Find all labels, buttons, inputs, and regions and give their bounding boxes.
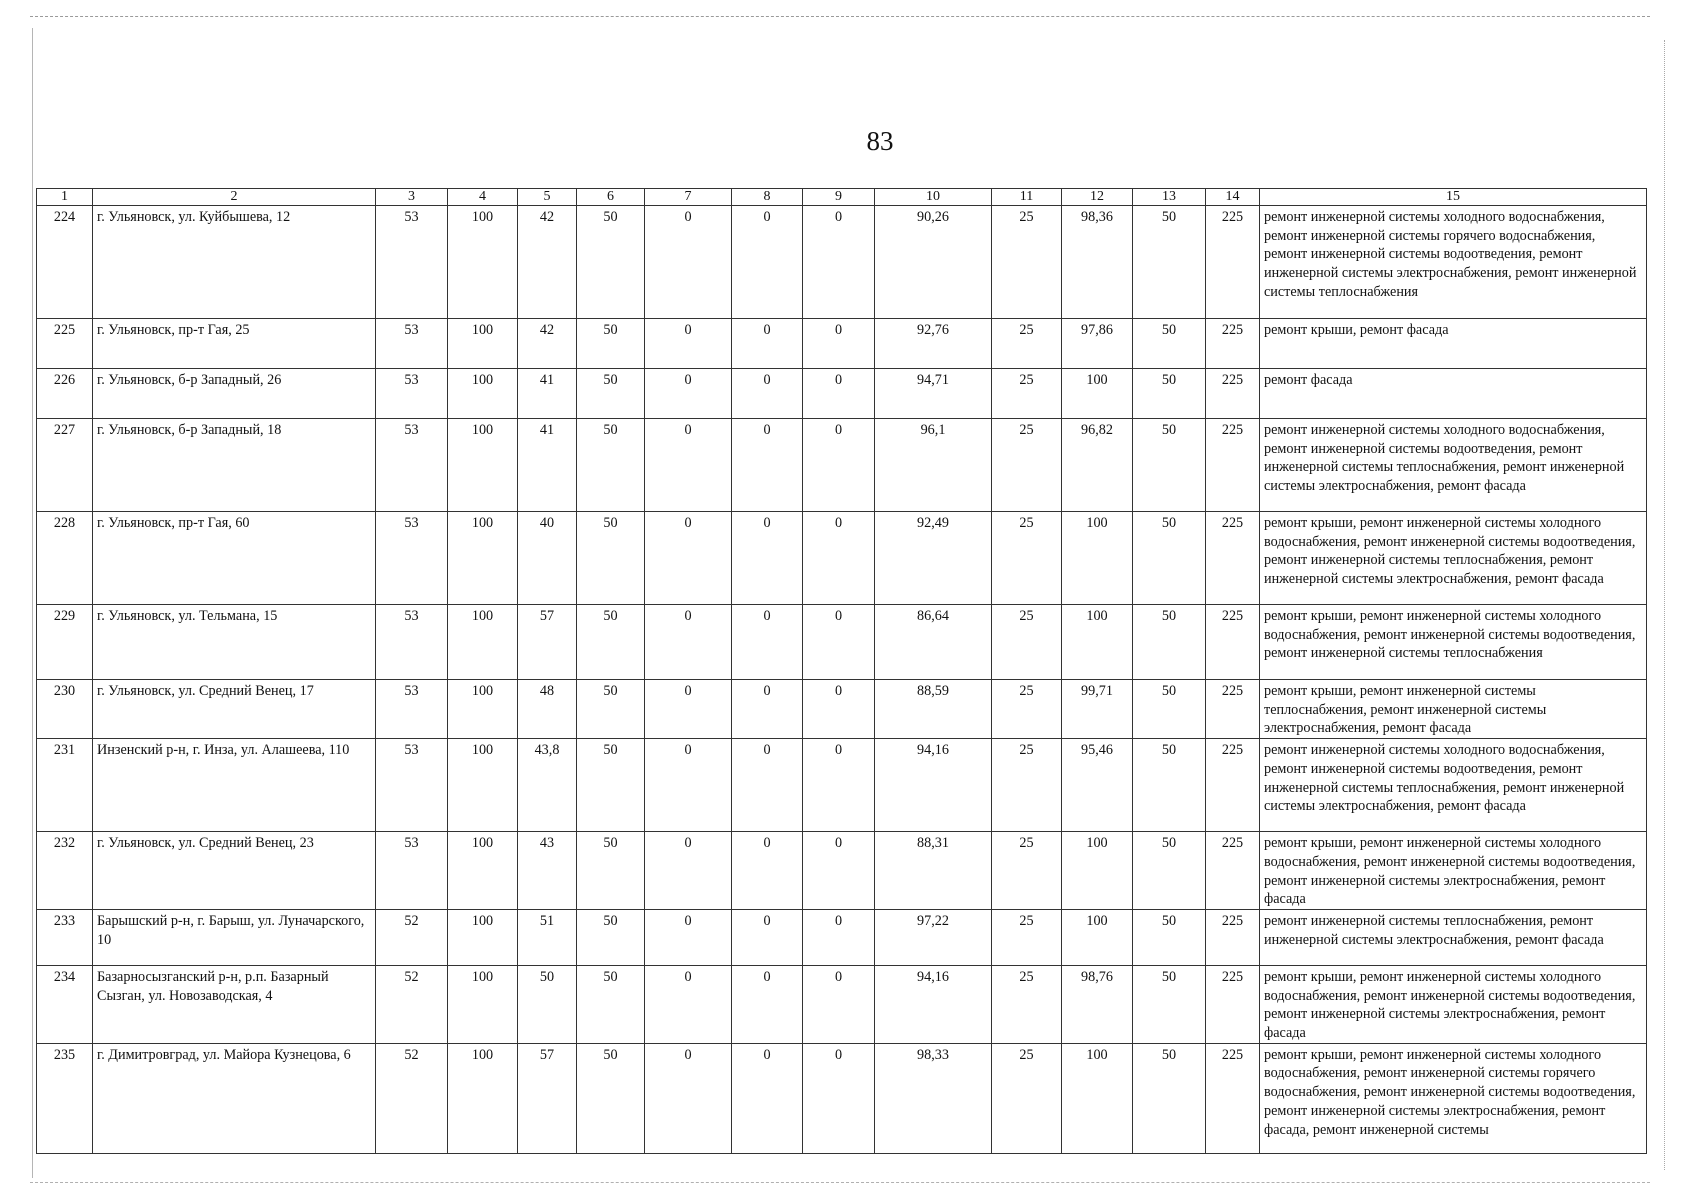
- row-number: 234: [37, 965, 93, 1043]
- column-header: 12: [1062, 189, 1133, 206]
- col12-value: 100: [1062, 832, 1133, 910]
- row-number: 230: [37, 680, 93, 739]
- table-row: [37, 206, 1647, 319]
- col4-value: 100: [448, 419, 518, 512]
- col11-value: 25: [992, 319, 1062, 369]
- col8-value: 0: [732, 965, 803, 1043]
- col9-value: 0: [803, 512, 875, 605]
- col8-value: 0: [732, 832, 803, 910]
- col7-value: 0: [645, 1043, 732, 1153]
- col13-value: 50: [1133, 680, 1206, 739]
- col11-value: 25: [992, 419, 1062, 512]
- row-number: 225: [37, 319, 93, 369]
- col6-value: 50: [577, 680, 645, 739]
- address: Базарносызганский р-н, р.п. Базарный Сызган, ул. Новозаводская, 4: [93, 965, 376, 1043]
- col6-value: 50: [577, 909, 645, 965]
- column-header-row: [37, 189, 1647, 206]
- work-types: ремонт крыши, ремонт инженерной системы холодного водоснабжения, ремонт инженерной системы горячего водоснабжения, ремонт инженерной системы водоотведения, ремонт инженерной системы электроснабжения, ремонт фасада, ремонт инженерной системы: [1260, 1043, 1647, 1153]
- col5-value: 48: [518, 680, 577, 739]
- row-number: 226: [37, 369, 93, 419]
- address: г. Ульяновск, б-р Западный, 18: [93, 419, 376, 512]
- col10-value: 94,16: [875, 739, 992, 832]
- column-header: 1: [37, 189, 93, 206]
- col4-value: 100: [448, 512, 518, 605]
- col9-value: 0: [803, 319, 875, 369]
- col14-value: 225: [1206, 319, 1260, 369]
- col5-value: 41: [518, 419, 577, 512]
- col8-value: 0: [732, 512, 803, 605]
- col9-value: 0: [803, 965, 875, 1043]
- col10-value: 92,49: [875, 512, 992, 605]
- col12-value: 98,36: [1062, 206, 1133, 319]
- col9-value: 0: [803, 739, 875, 832]
- col12-value: 100: [1062, 605, 1133, 680]
- repair-program-table: [36, 188, 1647, 1154]
- col9-value: 0: [803, 419, 875, 512]
- col3-value: 53: [376, 605, 448, 680]
- col7-value: 0: [645, 680, 732, 739]
- col13-value: 50: [1133, 512, 1206, 605]
- work-types: ремонт инженерной системы холодного водоснабжения, ремонт инженерной системы водоотведения, ремонт инженерной системы теплоснабжения, ремонт инженерной системы электроснабжения, ремонт фасада: [1260, 739, 1647, 832]
- col7-value: 0: [645, 206, 732, 319]
- table-row: [37, 680, 1647, 739]
- work-types: ремонт крыши, ремонт инженерной системы теплоснабжения, ремонт инженерной системы электроснабжения, ремонт фасада: [1260, 680, 1647, 739]
- col7-value: 0: [645, 832, 732, 910]
- address: г. Ульяновск, пр-т Гая, 60: [93, 512, 376, 605]
- col10-value: 94,71: [875, 369, 992, 419]
- col3-value: 53: [376, 512, 448, 605]
- table-row: [37, 605, 1647, 680]
- col12-value: 99,71: [1062, 680, 1133, 739]
- column-header: 13: [1133, 189, 1206, 206]
- col6-value: 50: [577, 369, 645, 419]
- col14-value: 225: [1206, 832, 1260, 910]
- address: Барышский р-н, г. Барыш, ул. Луначарского, 10: [93, 909, 376, 965]
- col13-value: 50: [1133, 965, 1206, 1043]
- col14-value: 225: [1206, 1043, 1260, 1153]
- address: г. Ульяновск, б-р Западный, 26: [93, 369, 376, 419]
- col12-value: 96,82: [1062, 419, 1133, 512]
- col14-value: 225: [1206, 512, 1260, 605]
- col10-value: 97,22: [875, 909, 992, 965]
- col13-value: 50: [1133, 739, 1206, 832]
- scan-border-left: [32, 28, 33, 1178]
- col3-value: 53: [376, 206, 448, 319]
- col6-value: 50: [577, 512, 645, 605]
- col12-value: 98,76: [1062, 965, 1133, 1043]
- col8-value: 0: [732, 206, 803, 319]
- table-row: [37, 965, 1647, 1043]
- col14-value: 225: [1206, 369, 1260, 419]
- col4-value: 100: [448, 605, 518, 680]
- col4-value: 100: [448, 739, 518, 832]
- column-header: 10: [875, 189, 992, 206]
- address: г. Ульяновск, ул. Средний Венец, 17: [93, 680, 376, 739]
- work-types: ремонт инженерной системы теплоснабжения, ремонт инженерной системы электроснабжения, ремонт фасада: [1260, 909, 1647, 965]
- table-row: [37, 319, 1647, 369]
- table-row: [37, 419, 1647, 512]
- col4-value: 100: [448, 965, 518, 1043]
- col13-value: 50: [1133, 909, 1206, 965]
- col3-value: 53: [376, 680, 448, 739]
- col4-value: 100: [448, 680, 518, 739]
- col11-value: 25: [992, 832, 1062, 910]
- col10-value: 90,26: [875, 206, 992, 319]
- col6-value: 50: [577, 206, 645, 319]
- col9-value: 0: [803, 369, 875, 419]
- col3-value: 53: [376, 369, 448, 419]
- col3-value: 52: [376, 965, 448, 1043]
- col8-value: 0: [732, 1043, 803, 1153]
- col8-value: 0: [732, 369, 803, 419]
- table-row: [37, 512, 1647, 605]
- col5-value: 51: [518, 909, 577, 965]
- col7-value: 0: [645, 909, 732, 965]
- col7-value: 0: [645, 512, 732, 605]
- column-header: 3: [376, 189, 448, 206]
- col14-value: 225: [1206, 680, 1260, 739]
- col10-value: 92,76: [875, 319, 992, 369]
- col5-value: 41: [518, 369, 577, 419]
- row-number: 232: [37, 832, 93, 910]
- col6-value: 50: [577, 965, 645, 1043]
- row-number: 235: [37, 1043, 93, 1153]
- col9-value: 0: [803, 680, 875, 739]
- work-types: ремонт крыши, ремонт инженерной системы холодного водоснабжения, ремонт инженерной системы водоотведения, ремонт инженерной системы электроснабжения, ремонт фасада: [1260, 965, 1647, 1043]
- col4-value: 100: [448, 832, 518, 910]
- col5-value: 42: [518, 319, 577, 369]
- col14-value: 225: [1206, 605, 1260, 680]
- col13-value: 50: [1133, 605, 1206, 680]
- col7-value: 0: [645, 319, 732, 369]
- col10-value: 88,31: [875, 832, 992, 910]
- table-row: [37, 739, 1647, 832]
- col4-value: 100: [448, 1043, 518, 1153]
- col8-value: 0: [732, 739, 803, 832]
- address: Инзенский р-н, г. Инза, ул. Алашеева, 110: [93, 739, 376, 832]
- table-row: [37, 909, 1647, 965]
- col14-value: 225: [1206, 419, 1260, 512]
- col10-value: 96,1: [875, 419, 992, 512]
- col3-value: 53: [376, 832, 448, 910]
- col6-value: 50: [577, 319, 645, 369]
- col5-value: 42: [518, 206, 577, 319]
- col11-value: 25: [992, 512, 1062, 605]
- col11-value: 25: [992, 739, 1062, 832]
- column-header: 6: [577, 189, 645, 206]
- col10-value: 86,64: [875, 605, 992, 680]
- table-row: [37, 832, 1647, 910]
- col14-value: 225: [1206, 739, 1260, 832]
- scan-border-right: [1664, 40, 1665, 1170]
- column-header: 7: [645, 189, 732, 206]
- col11-value: 25: [992, 369, 1062, 419]
- col9-value: 0: [803, 909, 875, 965]
- work-types: ремонт инженерной системы холодного водоснабжения, ремонт инженерной системы горячего водоснабжения, ремонт инженерной системы водоотведения, ремонт инженерной системы электроснабжения, ремонт инженерной системы теплоснабжения: [1260, 206, 1647, 319]
- col6-value: 50: [577, 419, 645, 512]
- col5-value: 57: [518, 1043, 577, 1153]
- scan-border-bottom: [30, 1182, 1650, 1183]
- col6-value: 50: [577, 605, 645, 680]
- work-types: ремонт фасада: [1260, 369, 1647, 419]
- col13-value: 50: [1133, 832, 1206, 910]
- col11-value: 25: [992, 206, 1062, 319]
- col10-value: 94,16: [875, 965, 992, 1043]
- col13-value: 50: [1133, 369, 1206, 419]
- col12-value: 100: [1062, 909, 1133, 965]
- col7-value: 0: [645, 739, 732, 832]
- col13-value: 50: [1133, 319, 1206, 369]
- col9-value: 0: [803, 832, 875, 910]
- col8-value: 0: [732, 319, 803, 369]
- col3-value: 52: [376, 1043, 448, 1153]
- col14-value: 225: [1206, 965, 1260, 1043]
- col9-value: 0: [803, 1043, 875, 1153]
- col11-value: 25: [992, 965, 1062, 1043]
- col6-value: 50: [577, 739, 645, 832]
- table-body: [37, 189, 1647, 1154]
- row-number: 231: [37, 739, 93, 832]
- col3-value: 53: [376, 739, 448, 832]
- col12-value: 97,86: [1062, 319, 1133, 369]
- col7-value: 0: [645, 605, 732, 680]
- col9-value: 0: [803, 605, 875, 680]
- col13-value: 50: [1133, 206, 1206, 319]
- column-header: 4: [448, 189, 518, 206]
- work-types: ремонт крыши, ремонт инженерной системы холодного водоснабжения, ремонт инженерной системы водоотведения, ремонт инженерной системы электроснабжения, ремонт фасада: [1260, 832, 1647, 910]
- col6-value: 50: [577, 832, 645, 910]
- col3-value: 53: [376, 419, 448, 512]
- col8-value: 0: [732, 419, 803, 512]
- work-types: ремонт крыши, ремонт фасада: [1260, 319, 1647, 369]
- col5-value: 40: [518, 512, 577, 605]
- col5-value: 43,8: [518, 739, 577, 832]
- col7-value: 0: [645, 965, 732, 1043]
- col10-value: 88,59: [875, 680, 992, 739]
- column-header: 2: [93, 189, 376, 206]
- work-types: ремонт крыши, ремонт инженерной системы холодного водоснабжения, ремонт инженерной системы водоотведения, ремонт инженерной системы теплоснабжения: [1260, 605, 1647, 680]
- col4-value: 100: [448, 909, 518, 965]
- address: г. Ульяновск, ул. Тельмана, 15: [93, 605, 376, 680]
- row-number: 227: [37, 419, 93, 512]
- col5-value: 57: [518, 605, 577, 680]
- row-number: 224: [37, 206, 93, 319]
- col13-value: 50: [1133, 419, 1206, 512]
- page-number: 83: [866, 126, 894, 156]
- column-header: 11: [992, 189, 1062, 206]
- col12-value: 95,46: [1062, 739, 1133, 832]
- col14-value: 225: [1206, 206, 1260, 319]
- address: г. Ульяновск, ул. Средний Венец, 23: [93, 832, 376, 910]
- col4-value: 100: [448, 206, 518, 319]
- col12-value: 100: [1062, 1043, 1133, 1153]
- col7-value: 0: [645, 419, 732, 512]
- col7-value: 0: [645, 369, 732, 419]
- work-types: ремонт инженерной системы холодного водоснабжения, ремонт инженерной системы водоотведения, ремонт инженерной системы теплоснабжения, ремонт инженерной системы электроснабжения, ремонт фасада: [1260, 419, 1647, 512]
- col11-value: 25: [992, 909, 1062, 965]
- column-header: 14: [1206, 189, 1260, 206]
- col11-value: 25: [992, 680, 1062, 739]
- col3-value: 52: [376, 909, 448, 965]
- row-number: 229: [37, 605, 93, 680]
- table-row: [37, 369, 1647, 419]
- row-number: 228: [37, 512, 93, 605]
- col12-value: 100: [1062, 369, 1133, 419]
- col8-value: 0: [732, 605, 803, 680]
- col11-value: 25: [992, 1043, 1062, 1153]
- col3-value: 53: [376, 319, 448, 369]
- column-header: 9: [803, 189, 875, 206]
- column-header: 5: [518, 189, 577, 206]
- row-number: 233: [37, 909, 93, 965]
- col5-value: 43: [518, 832, 577, 910]
- col4-value: 100: [448, 369, 518, 419]
- address: г. Ульяновск, ул. Куйбышева, 12: [93, 206, 376, 319]
- col8-value: 0: [732, 680, 803, 739]
- table-row: [37, 1043, 1647, 1153]
- col8-value: 0: [732, 909, 803, 965]
- col11-value: 25: [992, 605, 1062, 680]
- col4-value: 100: [448, 319, 518, 369]
- address: г. Ульяновск, пр-т Гая, 25: [93, 319, 376, 369]
- column-header: 8: [732, 189, 803, 206]
- col10-value: 98,33: [875, 1043, 992, 1153]
- col13-value: 50: [1133, 1043, 1206, 1153]
- col5-value: 50: [518, 965, 577, 1043]
- col6-value: 50: [577, 1043, 645, 1153]
- col12-value: 100: [1062, 512, 1133, 605]
- col9-value: 0: [803, 206, 875, 319]
- scan-border-top: [30, 16, 1650, 17]
- col14-value: 225: [1206, 909, 1260, 965]
- work-types: ремонт крыши, ремонт инженерной системы холодного водоснабжения, ремонт инженерной системы водоотведения, ремонт инженерной системы теплоснабжения, ремонт инженерной системы электроснабжения, ремонт фасада: [1260, 512, 1647, 605]
- column-header: 15: [1260, 189, 1647, 206]
- address: г. Димитровград, ул. Майора Кузнецова, 6: [93, 1043, 376, 1153]
